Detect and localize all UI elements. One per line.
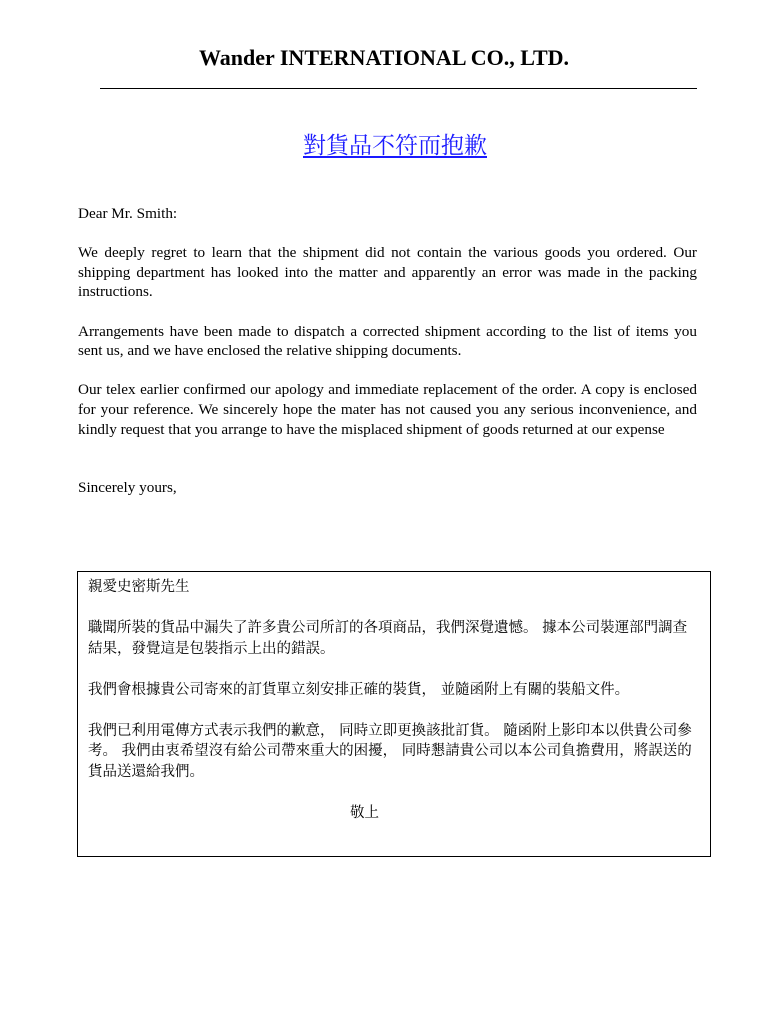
letter-paragraph-2: Arrangements have been made to dispatch a corrected shipment according to the list of items you sent us, and we have enclosed the relative shipping documents. — [78, 322, 697, 360]
header-divider — [100, 88, 697, 89]
letter-title: 對貨品不符而抱歉 — [303, 133, 487, 159]
chinese-greeting: 親愛史密斯先生 — [88, 579, 190, 595]
chinese-paragraph-1: 職聞所裝的貨品中漏失了許多貴公司所訂的各項商品，我們深覺遺憾。 據本公司裝運部門調查結果，發覺這是包裝指示上出的錯誤。 — [88, 620, 688, 657]
chinese-closing: 敬上 — [350, 804, 379, 821]
letter-closing: Sincerely yours, — [78, 479, 177, 497]
letter-paragraph-1: We deeply regret to learn that the shipment did not contain the various goods you ordered. Our shipping department has looked into the matter and apparently an error was made in the packing instructions. — [78, 244, 697, 301]
letter-paragraph-3: Our telex earlier confirmed our apology and immediate replacement of the order. A copy is enclosed for your reference. We sincerely hope the mater has not caused you any serious inconvenience, and kindly request that you arrange to have the misplaced shipment of goods returned at our expense — [78, 381, 697, 438]
letter-greeting: Dear Mr. Smith: — [78, 205, 178, 222]
chinese-translation-box — [77, 571, 711, 857]
english-letter — [78, 204, 697, 517]
chinese-paragraph-2: 我們會根據貴公司寄來的訂貨單立刻安排正確的裝貨， 並隨函附上有關的裝船文件。 — [88, 681, 630, 698]
company-name: Wander INTERNATIONAL CO., LTD. — [198, 45, 569, 70]
chinese-paragraph-3: 我們已利用電傳方式表示我們的歉意， 同時立即更換該批訂貨。 隨函附上影印本以供貴公司參考。 我們由衷希望沒有給公司帶來重大的困擾， 同時懇請貴公司以本公司負擔費用，將誤送的貨品送還給我們。 — [88, 722, 692, 780]
